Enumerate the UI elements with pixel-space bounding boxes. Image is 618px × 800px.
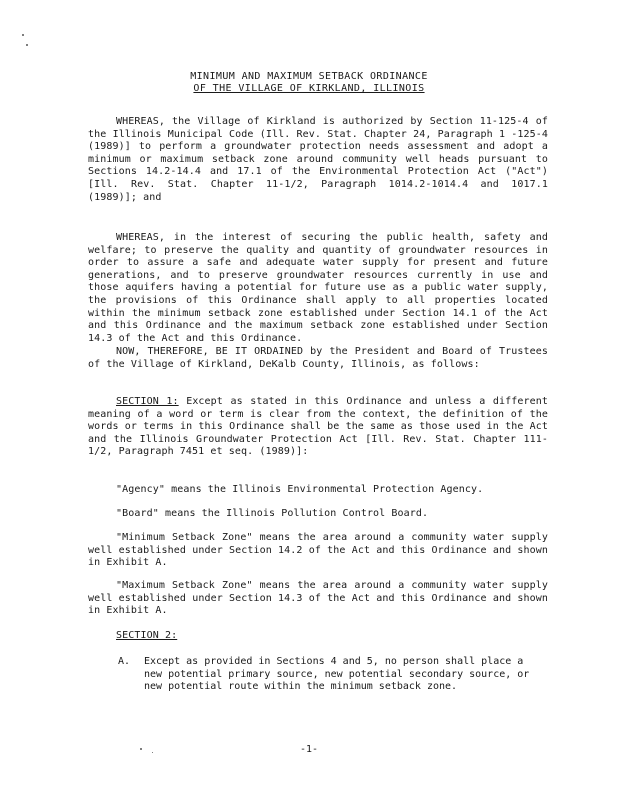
definition-agency: "Agency" means the Illinois Environmental Protection Agency. — [116, 484, 484, 495]
section-1-paragraph — [88, 396, 548, 459]
whereas-paragraph-2: WHEREAS, in the interest of securing the public health, safety and welfare; to preserve the quality and quantity of groundwater resources in order to assure a safe and adequate water supply for present and future generations, and to preserve groundwater resources currently in use and those aquifers having a potential for future use as a public water supply, the provisions of this Ordinance shall apply to all properties located within the minimum setback zone established under Section 14.1 of the Act and this Ordinance and the maximum setback zone established under Section 14.3 of the Act and this Ordinance. — [88, 232, 548, 344]
whereas-paragraph-1: WHEREAS, the Village of Kirkland is authorized by Section 11-125-4 of the Illinois Municipal Code (Ill. Rev. Stat. Chapter 24, Paragraph 1 -125-4 (1989)] to perform a groundwater protection needs assessment and adopt a minimum or maximum setback zone around community well heads pursuant to Sections 14.2-14.4 and 17.1 of the Environmental Protection Act ("Act") [Ill. Rev. Stat. Chapter 11-1/2, Paragraph 1014.2-1014.4 and 1017.1 (1989)]; and — [88, 116, 548, 203]
item-a-text: Except as provided in Sections 4 and 5, no person shall place a new potential primary source, new potential secondary source, or new potential route within the minimum setback zone. — [144, 656, 530, 693]
definition-board: "Board" means the Illinois Pollution Control Board. — [116, 508, 429, 519]
section-2-item-a — [118, 656, 538, 694]
page-number: -1- — [299, 744, 319, 755]
scan-speck — [22, 34, 24, 36]
scan-speck — [26, 44, 28, 46]
section-1-text: Except as stated in this Ordinance and unless a different meaning of a word or term is clear from the context, the definition of the words or terms in this Ordinance shall be the same as those used in the Act and the Illinois Groundwater Protection Act [Ill. Rev. Stat. Chapter 111-1/2, Paragraph 7451 et seq. (1989)]: — [88, 396, 548, 458]
scan-speck — [152, 752, 153, 753]
ordained-paragraph: NOW, THEREFORE, BE IT ORDAINED by the President and Board of Trustees of the Village of Kirkland, DeKalb County, Illinois, as follows: — [88, 346, 548, 370]
definition-minimum-setback-zone: "Minimum Setback Zone" means the area around a community water supply well established under Section 14.2 of the Act and this Ordinance and shown in Exhibit A. — [88, 532, 548, 569]
ordinance-title-line1: MINIMUM AND MAXIMUM SETBACK ORDINANCE — [190, 71, 428, 82]
section-2-label: SECTION 2: — [116, 630, 178, 641]
item-a-label: A. — [118, 656, 131, 667]
section-2-heading — [88, 630, 548, 643]
section-1-label: SECTION 1: — [116, 396, 179, 407]
definition-maximum-setback-zone: "Maximum Setback Zone" means the area around a community water supply well established under Section 14.3 of the Act and this Ordinance and shown in Exhibit A. — [88, 580, 548, 617]
ordinance-title-line2: OF THE VILLAGE OF KIRKLAND, ILLINOIS — [193, 83, 425, 94]
scan-speck — [140, 748, 142, 750]
